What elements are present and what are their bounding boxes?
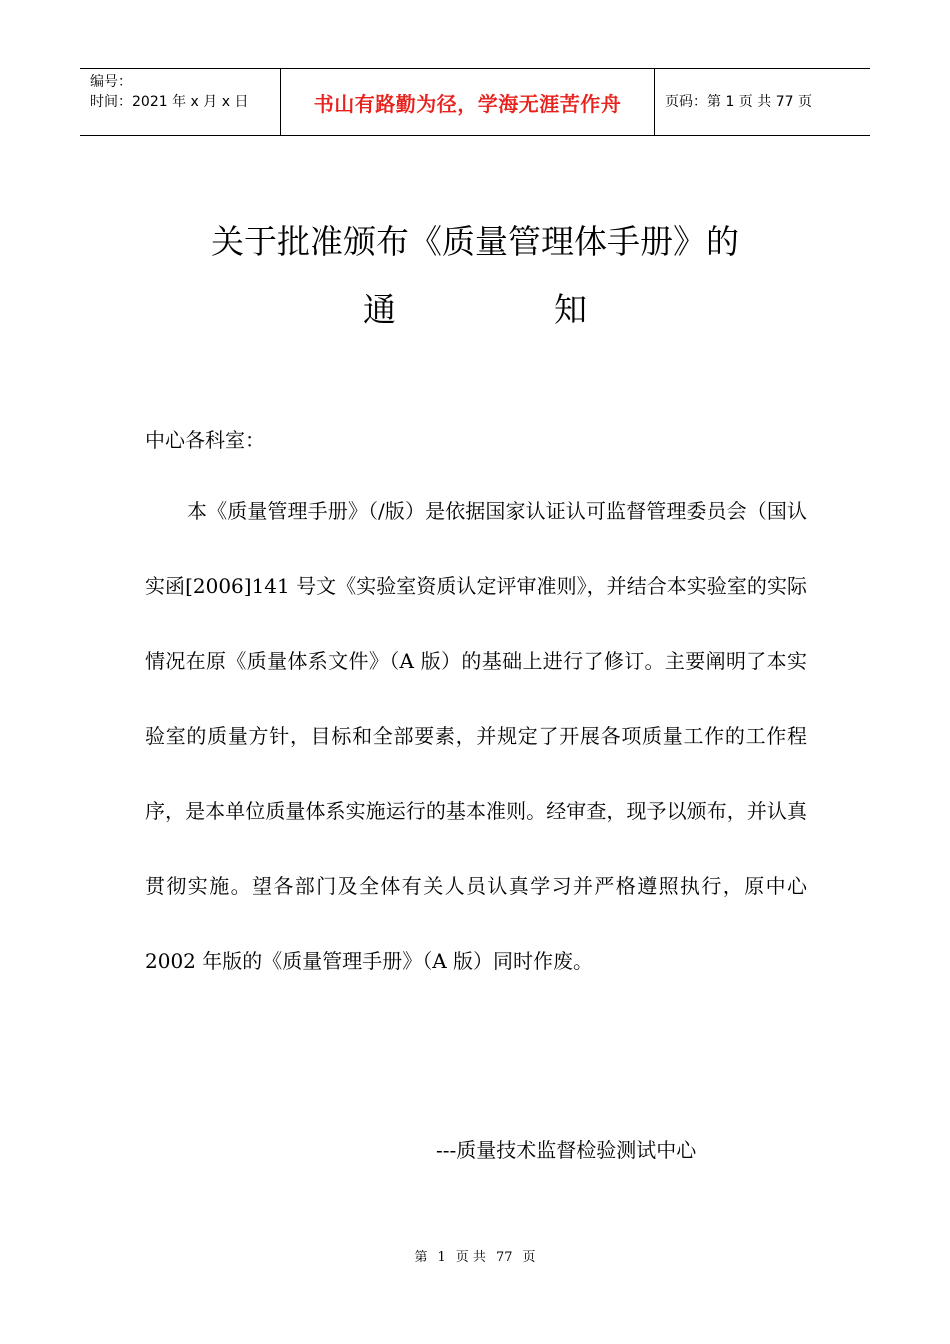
header-meta-cell [80, 69, 281, 135]
footer-middle: 页 共 [455, 1250, 486, 1265]
document-title-line1: 关于批准颁布《质量管理体手册》的 [211, 222, 739, 261]
document-title-line2 [0, 284, 950, 331]
footer-current-page: 1 [437, 1250, 446, 1265]
footer-total-pages: 77 [495, 1250, 513, 1265]
header-motto: 书山有路勤为径，学海无涯苦作舟 [313, 91, 622, 116]
signature: ---质量技术监督检验测试中心 [436, 1138, 697, 1162]
page-footer [0, 1246, 950, 1265]
document-number-label: 编号： [90, 74, 132, 90]
footer-prefix: 第 [414, 1250, 428, 1265]
footer-suffix: 页 [522, 1250, 536, 1265]
header-table [80, 68, 870, 136]
title-char-zhi: 知 [554, 290, 587, 329]
header-page-info: 页码：第 1 页 共 77 页 [665, 94, 812, 110]
salutation: 中心各科室： [145, 428, 265, 452]
title-char-tong: 通 [363, 290, 396, 329]
body-paragraph: 本《质量管理手册》（/版）是依据国家认证认可监督管理委员会（国认实函[2006]141 号文《实验室资质认定评审准则》，并结合本实验室的实际情况在原《质量体系文件》（A 版）的基础上进行了修订。主要阐明了本实验室的质量方针，目标和全部要素，并规定了开展各项质量工作的工作程序，是本单位质量体系实施运行的基本准则。经审查，现予以颁布，并认真贯彻实施。望各部门及全体有关人员认真学习并严格遵照执行，原中心 2002 年版的《质量管理手册》（A 版）同时作废。 [145, 499, 807, 973]
header-page-cell [655, 69, 870, 135]
document-date-label: 时间：2021 年 x 月 x 日 [90, 94, 249, 110]
header-motto-cell [281, 69, 655, 135]
